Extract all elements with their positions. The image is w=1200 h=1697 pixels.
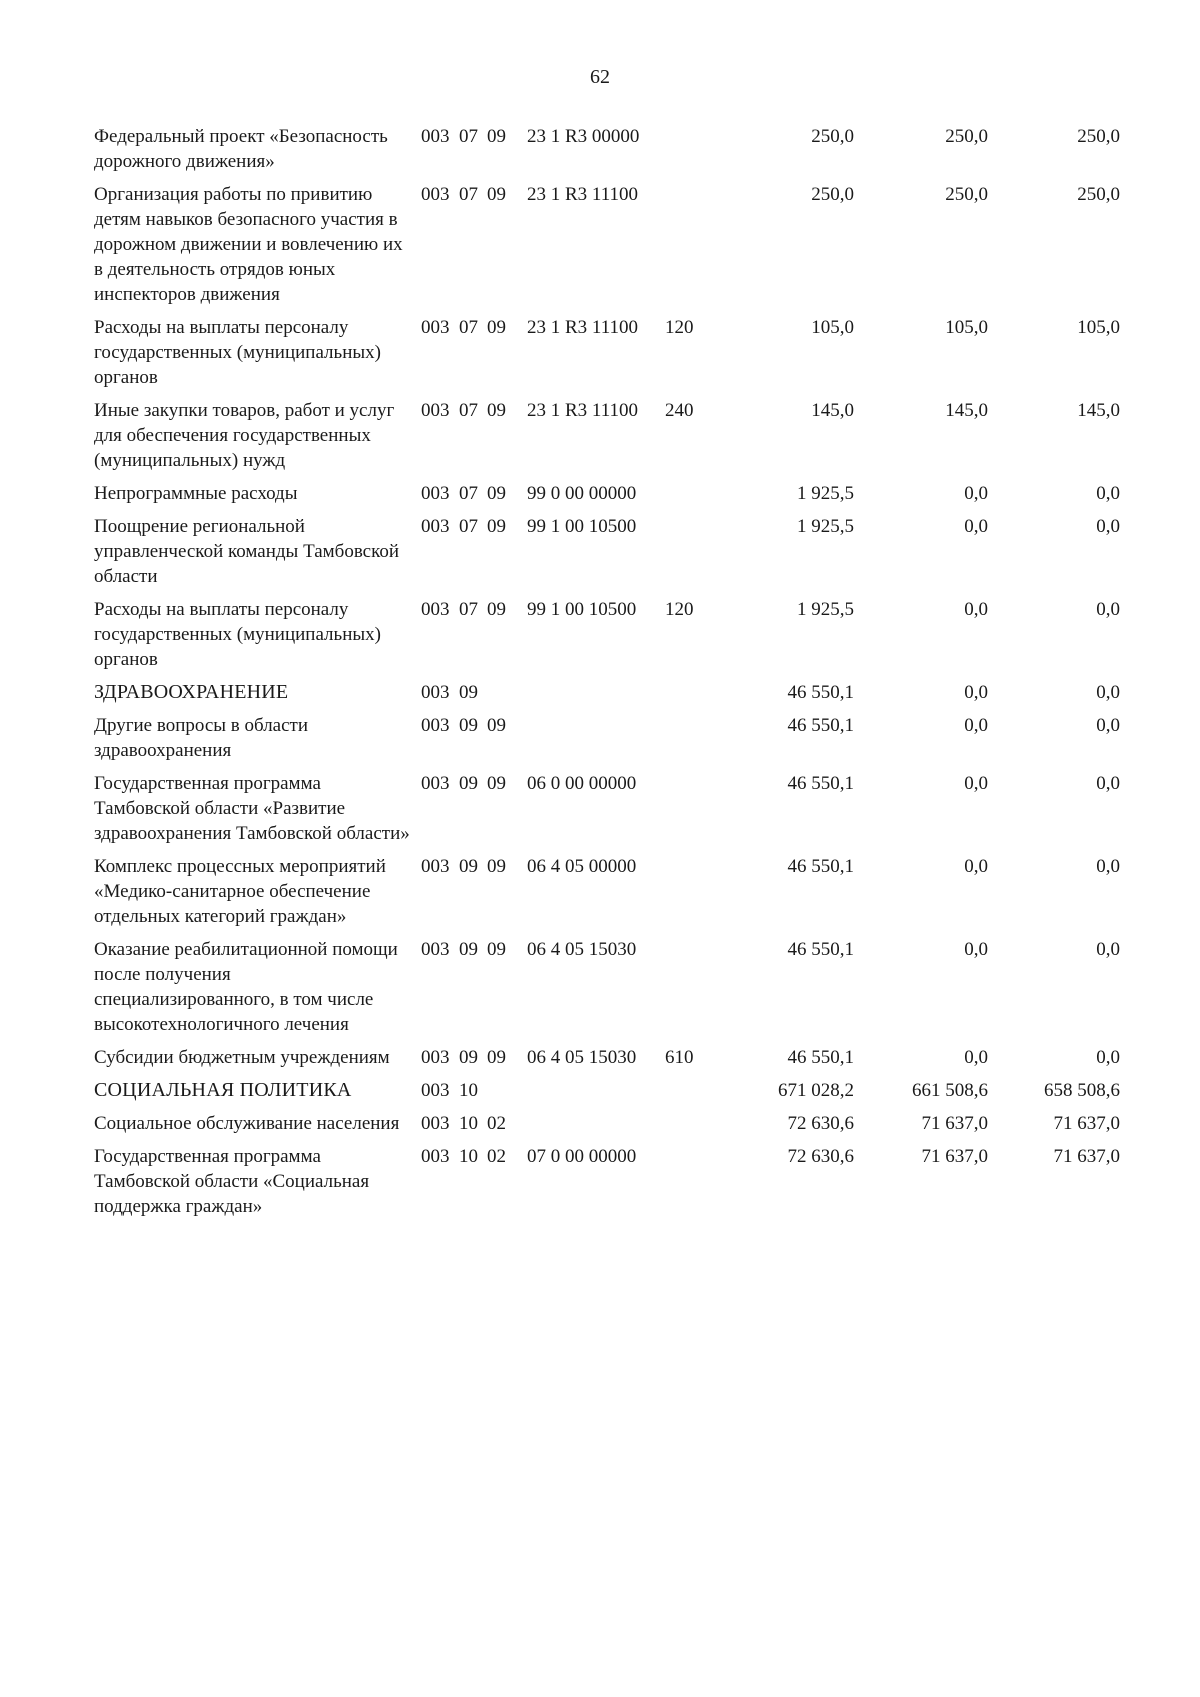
row-amount-3: 0,0 — [1096, 773, 1120, 794]
row-amount-2: 0,0 — [964, 1047, 988, 1068]
table-row — [94, 680, 1184, 705]
row-amount-2: 0,0 — [964, 682, 988, 703]
row-subsection-code: 09 — [487, 715, 506, 736]
row-target-article: 06 4 05 15030 — [527, 939, 637, 960]
row-section-code: 10 — [459, 1080, 478, 1101]
row-amount-1: 1 925,5 — [797, 599, 854, 620]
row-amount-3: 105,0 — [1077, 317, 1120, 338]
row-amount-1: 46 550,1 — [787, 773, 854, 794]
row-target-article: 07 0 00 00000 — [527, 1146, 637, 1167]
row-amount-3: 0,0 — [1096, 939, 1120, 960]
row-department-code: 003 — [421, 856, 450, 877]
row-amount-3: 145,0 — [1077, 400, 1120, 421]
row-subsection-code: 09 — [487, 400, 506, 421]
row-target-article: 06 4 05 15030 — [527, 1047, 637, 1068]
row-section-code: 09 — [459, 856, 478, 877]
row-amount-1: 671 028,2 — [778, 1080, 854, 1101]
row-department-code: 003 — [421, 773, 450, 794]
row-name: Непрограммные расходы — [94, 483, 298, 504]
row-name: Государственная программа Тамбовской области «Социальная поддержка граждан» — [94, 1146, 370, 1217]
row-amount-2: 0,0 — [964, 516, 988, 537]
row-amount-3: 71 637,0 — [1053, 1113, 1120, 1134]
row-amount-2: 0,0 — [964, 715, 988, 736]
row-name: Оказание реабилитационной помощи после получения специализированного, в том числе высокотехнологичного лечения — [94, 939, 398, 1035]
row-section-code: 07 — [459, 483, 478, 504]
row-subsection-code: 09 — [487, 126, 506, 147]
row-amount-3: 0,0 — [1096, 599, 1120, 620]
table-row — [94, 854, 1184, 929]
row-department-code: 003 — [421, 400, 450, 421]
row-amount-1: 145,0 — [811, 400, 854, 421]
row-name: Комплекс процессных мероприятий «Медико-санитарное обеспечение отдельных категорий граждан» — [94, 856, 386, 927]
row-name: Другие вопросы в области здравоохранения — [94, 715, 309, 761]
row-target-article: 99 0 00 00000 — [527, 483, 637, 504]
row-amount-2: 71 637,0 — [921, 1113, 988, 1134]
row-amount-1: 46 550,1 — [787, 939, 854, 960]
row-section-code: 09 — [459, 773, 478, 794]
row-amount-3: 0,0 — [1096, 516, 1120, 537]
row-department-code: 003 — [421, 1047, 450, 1068]
row-amount-1: 1 925,5 — [797, 516, 854, 537]
row-section-code: 07 — [459, 599, 478, 620]
row-subsection-code: 02 — [487, 1113, 506, 1134]
table-row — [94, 481, 1184, 506]
row-section-code: 09 — [459, 1047, 478, 1068]
row-amount-3: 250,0 — [1077, 184, 1120, 205]
table-row — [94, 315, 1184, 390]
row-department-code: 003 — [421, 1080, 450, 1101]
row-name: Расходы на выплаты персоналу государственных (муниципальных) органов — [94, 599, 381, 670]
table-row — [94, 182, 1184, 307]
row-section-code: 07 — [459, 400, 478, 421]
row-target-article: 23 1 R3 11100 — [527, 400, 639, 421]
row-name: СОЦИАЛЬНАЯ ПОЛИТИКА — [94, 1079, 352, 1101]
row-amount-3: 0,0 — [1096, 682, 1120, 703]
row-amount-2: 250,0 — [945, 184, 988, 205]
table-row — [94, 597, 1184, 672]
row-amount-3: 0,0 — [1096, 715, 1120, 736]
row-amount-2: 0,0 — [964, 856, 988, 877]
row-amount-1: 72 630,6 — [787, 1146, 854, 1167]
row-amount-1: 46 550,1 — [787, 856, 854, 877]
row-expense-type: 240 — [665, 400, 694, 421]
table-row — [94, 1078, 1184, 1103]
table-row — [94, 1111, 1184, 1136]
row-target-article: 99 1 00 10500 — [527, 516, 637, 537]
table-row — [94, 124, 1184, 174]
row-department-code: 003 — [421, 1113, 450, 1134]
row-amount-1: 46 550,1 — [787, 715, 854, 736]
table-row — [94, 713, 1184, 763]
row-department-code: 003 — [421, 1146, 450, 1167]
row-section-code: 07 — [459, 516, 478, 537]
row-section-code: 09 — [459, 715, 478, 736]
row-name: Государственная программа Тамбовской области «Развитие здравоохранения Тамбовской области» — [94, 773, 410, 844]
row-target-article: 99 1 00 10500 — [527, 599, 637, 620]
row-subsection-code: 02 — [487, 1146, 506, 1167]
row-amount-3: 250,0 — [1077, 126, 1120, 147]
row-section-code: 07 — [459, 317, 478, 338]
table-row — [94, 398, 1184, 473]
row-amount-1: 46 550,1 — [787, 1047, 854, 1068]
table-row — [94, 514, 1184, 589]
row-amount-3: 0,0 — [1096, 856, 1120, 877]
row-name: Иные закупки товаров, работ и услуг для обеспечения государственных (муниципальных) нужд — [94, 400, 395, 471]
row-department-code: 003 — [421, 483, 450, 504]
row-amount-3: 658 508,6 — [1044, 1080, 1120, 1101]
row-amount-2: 71 637,0 — [921, 1146, 988, 1167]
row-subsection-code: 09 — [487, 516, 506, 537]
row-target-article: 23 1 R3 11100 — [527, 317, 639, 338]
row-amount-2: 250,0 — [945, 126, 988, 147]
row-amount-1: 105,0 — [811, 317, 854, 338]
row-subsection-code: 09 — [487, 317, 506, 338]
row-subsection-code: 09 — [487, 939, 506, 960]
row-subsection-code: 09 — [487, 773, 506, 794]
row-name: Организация работы по привитию детям навыков безопасного участия в дорожном движении и вовлечению их в деятельность отрядов юных инспекторов движения — [94, 184, 403, 305]
row-amount-2: 145,0 — [945, 400, 988, 421]
row-name: Расходы на выплаты персоналу государственных (муниципальных) органов — [94, 317, 381, 388]
table-row — [94, 1045, 1184, 1070]
row-amount-1: 250,0 — [811, 126, 854, 147]
row-name: Федеральный проект «Безопасность дорожного движения» — [94, 126, 388, 172]
row-subsection-code: 09 — [487, 483, 506, 504]
row-name: ЗДРАВООХРАНЕНИЕ — [94, 681, 289, 703]
row-target-article: 23 1 R3 11100 — [527, 184, 639, 205]
budget-table — [94, 124, 1184, 1227]
row-section-code: 09 — [459, 682, 478, 703]
row-target-article: 06 4 05 00000 — [527, 856, 637, 877]
table-row — [94, 771, 1184, 846]
row-name: Социальное обслуживание населения — [94, 1113, 400, 1134]
row-target-article: 06 0 00 00000 — [527, 773, 637, 794]
table-row — [94, 937, 1184, 1037]
row-amount-2: 0,0 — [964, 483, 988, 504]
row-section-code: 10 — [459, 1146, 478, 1167]
row-department-code: 003 — [421, 126, 450, 147]
row-subsection-code: 09 — [487, 1047, 506, 1068]
table-row — [94, 1144, 1184, 1219]
row-name: Поощрение региональной управленческой команды Тамбовской области — [94, 516, 400, 587]
row-department-code: 003 — [421, 516, 450, 537]
row-department-code: 003 — [421, 184, 450, 205]
row-department-code: 003 — [421, 682, 450, 703]
row-target-article: 23 1 R3 00000 — [527, 126, 640, 147]
row-subsection-code: 09 — [487, 599, 506, 620]
row-amount-1: 250,0 — [811, 184, 854, 205]
row-name: Субсидии бюджетным учреждениям — [94, 1047, 390, 1068]
row-expense-type: 610 — [665, 1047, 694, 1068]
row-amount-2: 0,0 — [964, 773, 988, 794]
row-section-code: 10 — [459, 1113, 478, 1134]
row-amount-3: 0,0 — [1096, 483, 1120, 504]
row-amount-2: 0,0 — [964, 939, 988, 960]
row-amount-2: 661 508,6 — [912, 1080, 988, 1101]
row-expense-type: 120 — [665, 317, 694, 338]
row-section-code: 09 — [459, 939, 478, 960]
row-section-code: 07 — [459, 126, 478, 147]
row-amount-1: 46 550,1 — [787, 682, 854, 703]
row-department-code: 003 — [421, 599, 450, 620]
row-amount-1: 72 630,6 — [787, 1113, 854, 1134]
row-department-code: 003 — [421, 939, 450, 960]
row-department-code: 003 — [421, 317, 450, 338]
row-expense-type: 120 — [665, 599, 694, 620]
row-amount-1: 1 925,5 — [797, 483, 854, 504]
row-subsection-code: 09 — [487, 856, 506, 877]
row-amount-3: 0,0 — [1096, 1047, 1120, 1068]
row-subsection-code: 09 — [487, 184, 506, 205]
row-section-code: 07 — [459, 184, 478, 205]
row-amount-2: 105,0 — [945, 317, 988, 338]
row-amount-2: 0,0 — [964, 599, 988, 620]
row-department-code: 003 — [421, 715, 450, 736]
row-amount-3: 71 637,0 — [1053, 1146, 1120, 1167]
page-number: 62 — [590, 66, 610, 88]
